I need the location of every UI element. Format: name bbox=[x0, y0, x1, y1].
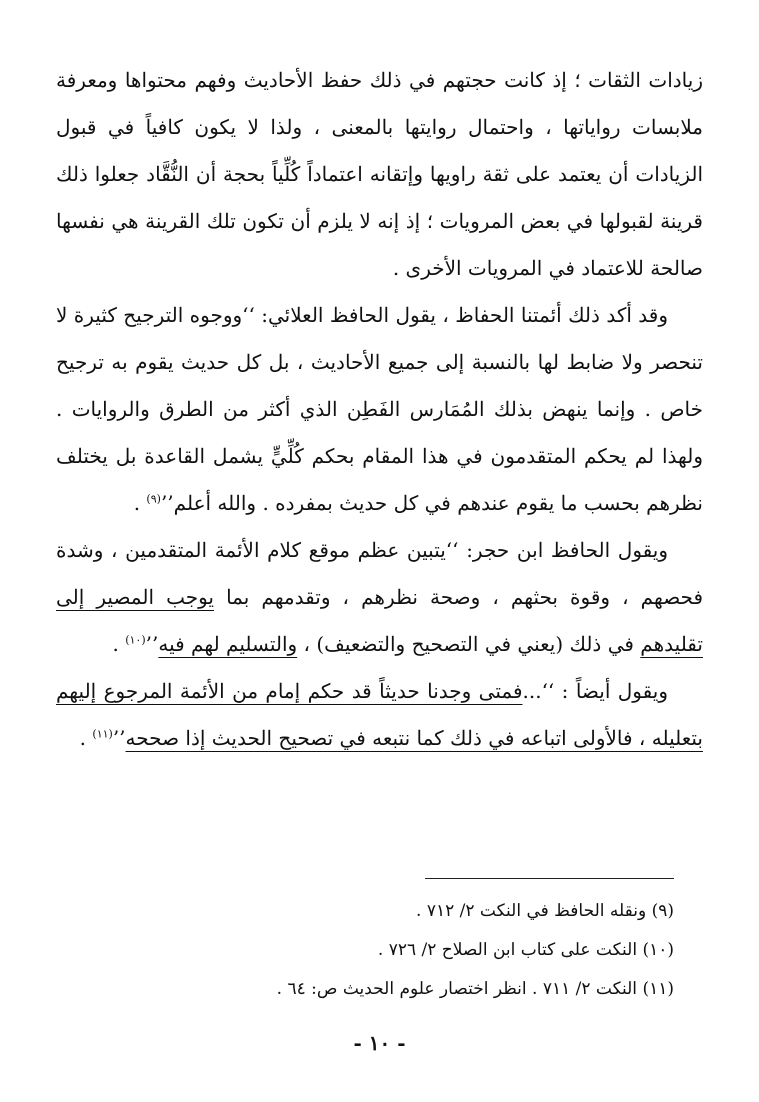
paragraph-3 bbox=[56, 527, 703, 668]
text-segment: ويقول الحافظ ابن حجر: ‘‘يتبين عظم موقع كلام الأئمة المتقدمين ، وشدة فحصهم ، وقوة بحثهم ، وصحة نظرهم ، وتقدمهم بما bbox=[56, 538, 704, 609]
footnote-text: النكت على كتاب ابن الصلاح ٢/ ٧٢٦ . bbox=[377, 940, 638, 960]
footnote-reference: (١٠) bbox=[125, 633, 146, 647]
footnote-10 bbox=[74, 931, 674, 970]
paragraph-2 bbox=[56, 292, 703, 527]
main-text bbox=[56, 57, 703, 762]
footnote-text: النكت ٢/ ٧١١ . انظر اختصار علوم الحديث ص: ٦٤ . bbox=[276, 979, 638, 999]
underlined-quote: يوجب المصير إلى تقليدهم bbox=[56, 585, 703, 656]
footnote-number: (١١) bbox=[642, 979, 674, 999]
footnote-number: (٩) bbox=[651, 901, 674, 921]
text-segment: . bbox=[79, 726, 93, 750]
text-segment: في ذلك (يعني في التصحيح والتضعيف) ، bbox=[297, 632, 641, 656]
footnote-separator bbox=[425, 878, 674, 879]
footnote-reference: (١١) bbox=[92, 727, 113, 741]
text-segment: ويقول أيضاً : ‘‘... bbox=[522, 679, 668, 703]
footnotes bbox=[74, 892, 674, 1009]
footnote-number: (١٠) bbox=[642, 940, 674, 960]
footnote-reference: (٩) bbox=[146, 492, 161, 506]
text-segment: ’’ bbox=[112, 726, 126, 750]
underlined-quote: والتسليم لهم فيه bbox=[158, 632, 298, 656]
paragraph-4 bbox=[56, 668, 703, 762]
text-segment: . bbox=[112, 632, 126, 656]
text-segment: زيادات الثقات ؛ إذ كانت حجتهم في ذلك حفظ الأحاديث وفهم محتواها ومعرفة ملابسات رواياتها ، واحتمال روايتها بالمعنى ، ولذا لا يكون كافياً في قبول الزيادات أن يعتمد على ثقة راويها وإتقانه اعتماداً كُلِّياً بحجة أن النُّقَّاد جعلوا ذلك قرينة لقبولها في بعض المرويات ؛ إذ إنه لا يلزم أن تكون تلك القرينة هي نفسها صالحة للاعتماد في المرويات الأخرى . bbox=[56, 68, 703, 280]
underlined-quote: فمتى وجدنا حديثاً قد حكم إمام من الأئمة المرجوع إليهم بتعليله ، فالأولى اتباعه في ذلك كما نتبعه في تصحيح الحديث إذا صححه bbox=[56, 679, 703, 750]
text-segment: . bbox=[133, 491, 147, 515]
paragraph-1 bbox=[56, 57, 703, 292]
footnote-11 bbox=[74, 970, 674, 1009]
text-segment: وقد أكد ذلك أئمتنا الحفاظ ، يقول الحافظ العلائي: ‘‘ووجوه الترجيح كثيرة لا تنحصر ولا ضابط لها بالنسبة إلى جميع الأحاديث ، بل كل حديث يقوم به ترجيح خاص . وإنما ينهض بذلك المُمَارس الفَطِن الذي أكثر من الطرق والروايات . ولهذا لم يحكم المتقدمون في هذا المقام بحكم كُلِّيٍّ يشمل القاعدة بل يختلف نظرهم بحسب ما يقوم عندهم في كل حديث بمفرده . والله أعلم’’ bbox=[56, 303, 703, 515]
footnote-text: ونقله الحافظ في النكت ٢/ ٧١٢ . bbox=[416, 901, 647, 921]
text-segment: ’’ bbox=[145, 632, 159, 656]
page-number: - ١٠ - bbox=[353, 1031, 406, 1055]
footnote-9 bbox=[74, 892, 674, 931]
